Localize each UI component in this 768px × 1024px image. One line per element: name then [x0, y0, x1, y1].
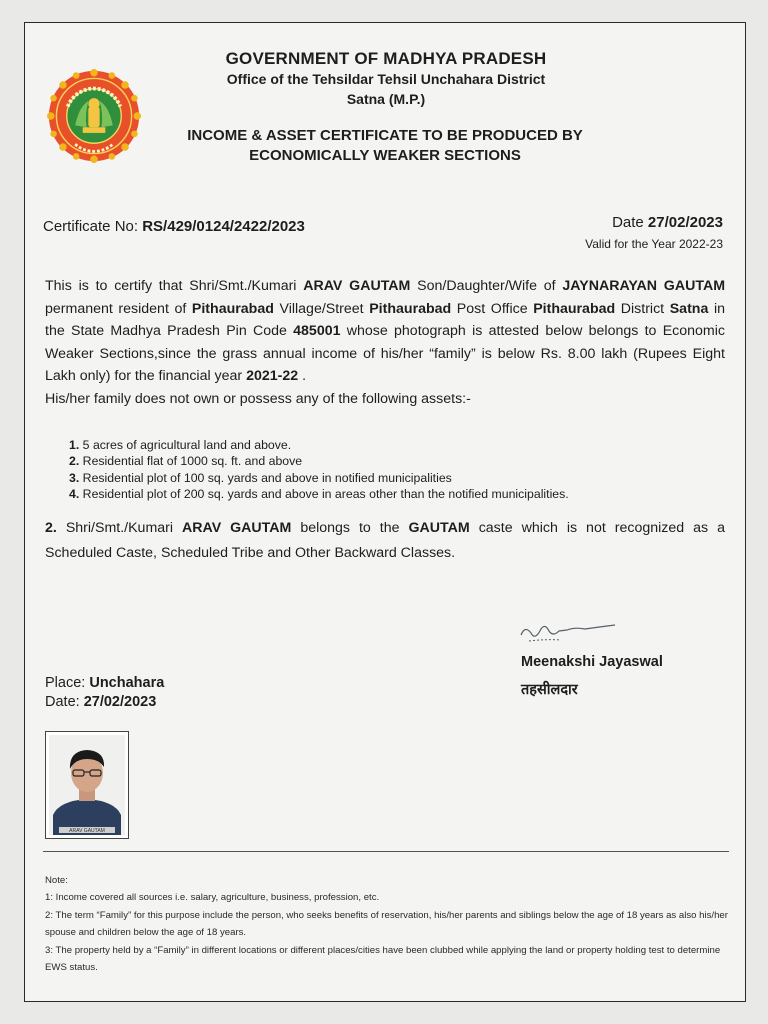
applicant-photograph	[45, 731, 129, 839]
assets-intro: His/her family does not own or possess any of the following assets:-	[45, 390, 471, 407]
caste-paragraph	[45, 516, 725, 566]
list-number: 3.	[69, 470, 80, 485]
pin-code: 485001	[293, 323, 341, 340]
list-text: Residential plot of 100 sq. yards and above in notified municipalities	[79, 470, 452, 485]
paragraph-number: 2.	[45, 520, 57, 536]
certificate-title-line2: ECONOMICALLY WEAKER SECTIONS	[249, 147, 521, 164]
body-text: Shri/Smt./Kumari	[56, 520, 183, 536]
certificate-number	[43, 218, 305, 235]
caste-name: GAUTAM	[408, 520, 470, 536]
post-office-name: Pithaurabad	[533, 300, 616, 317]
photo-caption: ARAV GAUTAM	[69, 828, 105, 834]
certificate-date	[612, 214, 723, 231]
notes-section	[45, 872, 731, 976]
note-item: 1: Income covered all sources i.e. salary, agriculture, business, profession, etc.	[45, 892, 380, 904]
validity-text: Valid for the Year 2022-23	[585, 237, 723, 251]
body-text: permanent resident of	[45, 300, 192, 317]
list-number: 1.	[69, 438, 80, 452]
issue-date-label: Date:	[45, 694, 80, 710]
list-number: 2.	[69, 454, 80, 469]
office-heading: Office of the Tehsildar Tehsil Unchahara District	[226, 71, 546, 87]
list-text: Residential flat of 1000 sq. ft. and above	[79, 454, 303, 469]
certificate-title-line1: INCOME & ASSET CERTIFICATE TO BE PRODUCED BY	[187, 127, 583, 144]
body-text: .	[298, 368, 307, 385]
body-text: caste which is not recognized as a Scheduled Caste, Scheduled Tribe and Other Backward Classes.	[45, 520, 725, 561]
body-text: Village/Street	[273, 300, 370, 317]
body-text: Post Office	[451, 300, 534, 317]
village-name: Pithaurabad	[191, 300, 274, 317]
signatory-name: Meenakshi Jayaswal	[521, 654, 663, 670]
district-name: Satna	[669, 300, 709, 317]
issue-date-line	[45, 694, 156, 710]
certificate-date-label: Date	[612, 214, 644, 231]
place-label: Place:	[45, 675, 86, 691]
divider	[43, 851, 729, 852]
place-value: Unchahara	[89, 675, 165, 691]
street-name: Pithaurabad	[369, 300, 452, 317]
body-text: in the State Madhya Pradesh Pin Code	[45, 300, 725, 340]
certificate-date-value: 27/02/2023	[647, 214, 723, 231]
government-heading: GOVERNMENT OF MADHYA PRADESH	[225, 49, 547, 68]
list-number: 4.	[69, 486, 80, 501]
parent-name: JAYNARAYAN GAUTAM	[562, 278, 726, 294]
certificate-sheet	[24, 22, 746, 1002]
note-item: 3: The property held by a “Family” in different locations or different places/cities have been clubbed while applying the land or property holding test to determine EWS status.	[45, 944, 721, 974]
signature-scribble	[515, 613, 625, 649]
applicant-name: ARAV GAUTAM	[303, 278, 411, 294]
applicant-portrait-icon	[49, 735, 125, 835]
certification-paragraph	[45, 275, 725, 411]
list-item	[69, 486, 709, 502]
place-line	[45, 675, 164, 691]
signatory-designation: तहसीलदार	[521, 682, 578, 698]
list-text: Residential plot of 200 sq. yards and above in areas other than the notified municipalities.	[79, 486, 569, 501]
list-text: 5 acres of agricultural land and above.	[79, 438, 292, 452]
body-text: whose photograph is attested below belongs to Economic Weaker Sections,since the grass annual income of his/her “family” is below Rs. 8.00 lakh (Rupees Eight Lakh only) for the financial year	[45, 323, 725, 385]
body-text: Son/Daughter/Wife of	[410, 278, 563, 294]
list-item	[69, 437, 709, 453]
certificate-number-value: RS/429/0124/2422/2023	[142, 218, 305, 235]
note-item: 2: The term “Family” for this purpose include the person, who seeks benefits of reservation, his/her parents and siblings below the age of 18 years as also his/her spouse and children below the age of 18 years.	[45, 909, 728, 939]
location-heading: Satna (M.P.)	[346, 91, 426, 107]
list-item	[69, 453, 709, 469]
body-text: District	[615, 300, 670, 317]
issue-date-value: 27/02/2023	[83, 694, 157, 710]
assets-list	[69, 437, 709, 502]
financial-year: 2021-22	[246, 368, 299, 385]
notes-heading: Note:	[45, 875, 68, 886]
applicant-name: ARAV GAUTAM	[182, 520, 292, 536]
list-item	[69, 470, 709, 486]
body-text: This is to certify that Shri/Smt./Kumari	[45, 278, 304, 294]
body-text: belongs to the	[291, 520, 409, 536]
certificate-number-label: Certificate No:	[43, 218, 139, 235]
